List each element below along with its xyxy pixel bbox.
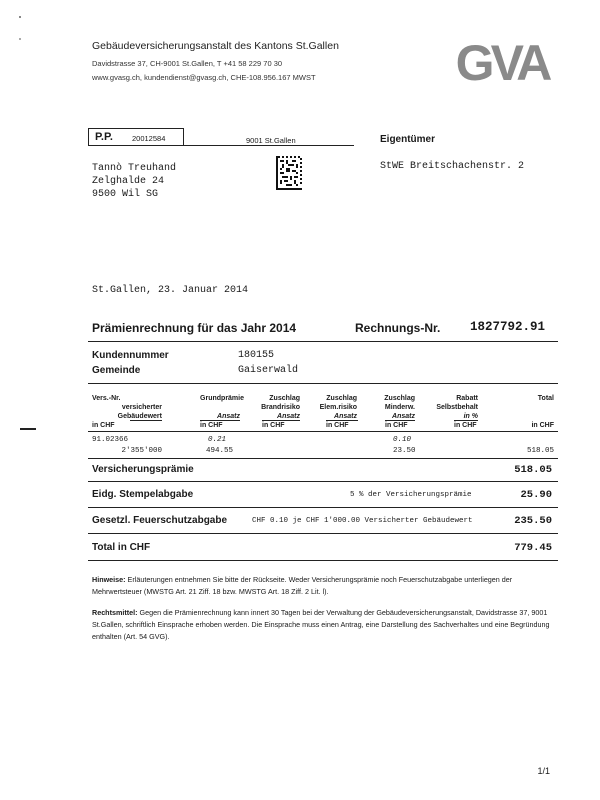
- col-header: versicherter: [121, 404, 162, 411]
- cell-minderw-chf: 23.50: [393, 447, 416, 455]
- total-label: Total in CHF: [92, 542, 151, 553]
- divider: [88, 458, 558, 459]
- col-header: in CHF: [385, 422, 408, 429]
- col-header: Zuschlag: [326, 395, 357, 402]
- cell-minderw-ansatz: 0.10: [393, 436, 412, 444]
- col-header: Ansatz: [334, 413, 357, 420]
- invoice-number: 1827792.91: [470, 320, 546, 334]
- premium-value: 518.05: [514, 464, 552, 476]
- stamp-label: Eidg. Stempelabgabe: [92, 489, 194, 500]
- datamatrix-code: [276, 156, 302, 190]
- postage-rule: [184, 145, 354, 146]
- col-rule: [454, 420, 478, 421]
- org-contact: www.gvasg.ch, kundendienst@gvasg.ch, CHE-108.956.167 MWST: [92, 73, 316, 82]
- recipient-city: 9500 Wil SG: [92, 189, 159, 200]
- total-value: 779.45: [514, 542, 552, 554]
- col-header: in CHF: [92, 422, 115, 429]
- col-rule: [326, 420, 358, 421]
- stamp-value: 25.90: [520, 489, 552, 501]
- hint-note: [92, 574, 554, 598]
- col-header: Gebäudewert: [117, 413, 162, 420]
- page-number: 1/1: [537, 766, 550, 776]
- col-header: Zuschlag: [269, 395, 300, 402]
- divider: [88, 560, 558, 561]
- svg-text:GVA: GVA: [455, 40, 549, 84]
- col-header: Rabatt: [456, 395, 478, 402]
- scan-dot: [19, 16, 21, 18]
- recipient-name: Tannò Treuhand: [92, 163, 177, 174]
- col-header: in CHF: [262, 422, 285, 429]
- col-header: Vers.-Nr.: [92, 395, 121, 402]
- col-header: Grundprämie: [200, 395, 244, 402]
- col-header: Total: [537, 395, 554, 402]
- col-header: Brandrisiko: [261, 404, 300, 411]
- postage-number: 20012584: [132, 134, 166, 143]
- col-header: Zuschlag: [384, 395, 415, 402]
- fire-levy-note: CHF 0.10 je CHF 1'000.00 Versicherter Gebäudewert: [252, 517, 473, 525]
- customer-number-label: Kundennummer: [92, 350, 169, 361]
- legal-note: [92, 607, 554, 643]
- hint-text: Erläuterungen entnehmen Sie bitte der Rückseite. Weder Versicherungsprämie noch Feuerschutzabgabe unterliegen der Mehrwertsteuer (MWSTG Art. 21 Ziff. 18 bzw. MWSTG Art. 18 Ziff. 2 Lit. l).: [92, 575, 513, 596]
- col-header: in CHF: [200, 422, 223, 429]
- col-rule: [262, 420, 300, 421]
- col-header: Ansatz: [392, 413, 415, 420]
- fire-levy-label: Gesetzl. Feuerschutzabgabe: [92, 515, 228, 526]
- premium-label: Versicherungsprämie: [92, 464, 194, 475]
- divider: [88, 341, 558, 342]
- invoice-title: Prämienrechnung für das Jahr 2014: [92, 321, 297, 335]
- col-header: Minderw.: [384, 404, 415, 411]
- postage-city: 9001 St.Gallen: [246, 136, 296, 145]
- col-rule: [385, 420, 415, 421]
- legal-text: Gegen die Prämienrechnung kann innert 30 Tagen bei der Verwaltung der Gebäudeversicherungsanstalt, Davidstrasse 37, 9001 St.Gallen, schriftlich Einsprache erhoben werden. Die Einsprache muss einen Antrag, eine Darstellung des Sachverhaltes und eine Begründung enthalten (Art. 54 GVG).: [92, 608, 550, 641]
- cell-grund-ansatz: 0.21: [208, 436, 227, 444]
- divider: [88, 481, 558, 482]
- municipality-label: Gemeinde: [92, 365, 141, 376]
- col-header: Ansatz: [277, 413, 300, 420]
- cell-grund-chf: 494.55: [206, 447, 234, 455]
- postage-label: P.P.: [95, 131, 113, 143]
- customer-number: 180155: [238, 350, 275, 361]
- divider: [88, 431, 558, 432]
- cell-vers-nr: 91.02366: [92, 436, 129, 444]
- owner-title: Eigentümer: [380, 134, 436, 145]
- col-rule: [130, 420, 162, 421]
- cell-total: 518.05: [526, 447, 554, 455]
- gva-logo: [446, 40, 558, 84]
- owner-value: StWE Breitschachenstr. 2: [380, 161, 525, 172]
- col-rule: [200, 420, 240, 421]
- org-address: Davidstrasse 37, CH-9001 St.Gallen, T +41 58 229 70 30: [92, 59, 283, 68]
- recipient-street: Zelghalde 24: [92, 176, 165, 187]
- col-header: Selbstbehalt: [436, 404, 478, 411]
- scan-dot: [19, 38, 21, 40]
- divider: [88, 383, 558, 384]
- col-header: Ansatz: [217, 413, 240, 420]
- invoice-number-label: Rechnungs-Nr.: [355, 321, 441, 335]
- margin-mark: [20, 428, 36, 430]
- divider: [88, 533, 558, 534]
- cell-gebaeudewert: 2'355'000: [121, 447, 162, 455]
- col-header: Elem.risiko: [319, 404, 357, 411]
- invoice-date: St.Gallen, 23. Januar 2014: [92, 285, 249, 296]
- col-header: in CHF: [531, 422, 554, 429]
- col-header: in %: [463, 413, 478, 420]
- divider: [88, 507, 558, 508]
- hint-label: Hinweise:: [92, 575, 126, 584]
- fire-levy-value: 235.50: [514, 515, 552, 527]
- col-header: in CHF: [326, 422, 349, 429]
- org-name: Gebäudeversicherungsanstalt des Kantons St.Gallen: [92, 40, 339, 52]
- municipality-value: Gaiserwald: [238, 365, 299, 376]
- stamp-note: 5 % der Versicherungsprämie: [350, 491, 472, 499]
- legal-label: Rechtsmittel:: [92, 608, 138, 617]
- col-header: in CHF: [454, 422, 477, 429]
